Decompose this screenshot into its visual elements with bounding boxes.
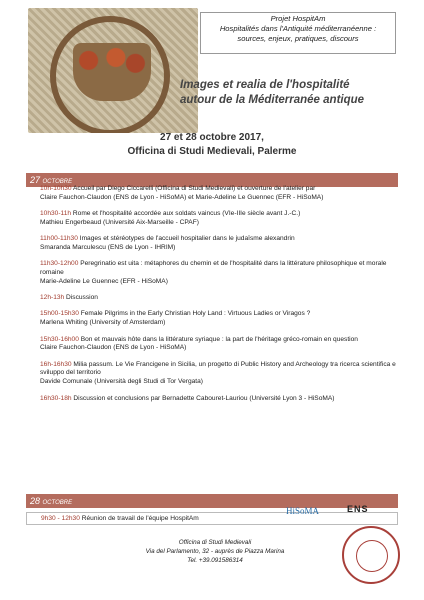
session-item: [40, 235, 398, 253]
session-list: [40, 185, 398, 411]
session-time: 12h-13h: [40, 294, 65, 302]
session-item: [40, 294, 398, 303]
day-2-session: [26, 512, 398, 525]
session-time: 15h30-16h00: [40, 335, 79, 343]
session-item: [40, 395, 398, 404]
project-subtitle-2: sources, enjeux, pratiques, discours: [237, 34, 359, 43]
event-date: [0, 131, 424, 159]
session-time: 15h00-15h30: [40, 310, 79, 318]
session-time: 11h30-12h00: [40, 260, 79, 268]
day-2-header: 28 octobre: [26, 494, 398, 508]
mosaic-image: [28, 8, 198, 133]
date-line: 27 et 28 octobre 2017,: [160, 132, 264, 143]
session-item: [40, 260, 398, 286]
session-time: 10h-10h30: [40, 185, 72, 192]
session-speaker: Davide Comunale (Università degli Studi di Tor Vergata): [40, 378, 203, 386]
session-time: 11h00-11h30: [40, 235, 78, 243]
session-title: Peregrinatio est uita : métaphores du chemin et de l'hospitalité dans la littérature philosophique et morale romaine: [40, 260, 387, 277]
ens-logo: ENS: [347, 504, 369, 514]
day-1-header: 27 octobre: [26, 173, 398, 187]
project-box: [200, 12, 396, 54]
fruit-basket-image: [73, 43, 151, 101]
session-speaker: Claire Fauchon-Claudon (ENS de Lyon - HiSoMA): [40, 344, 187, 352]
session-time: 16h30-18h: [40, 394, 72, 402]
session-title: Réunion de travail de l'équipe HospitAm: [81, 515, 199, 522]
session-title: Discussion: [66, 294, 98, 302]
session-item: [40, 361, 398, 387]
project-subtitle: Hospitalités dans l'Antiquité méditerranéenne :: [219, 24, 377, 33]
session-title: Female Pilgrims in the Early Christian Holy Land : Virtuous Ladies or Viragos ?: [80, 310, 311, 318]
session-title: Accueil par Diego Ciccarelli (Officina di Studi Medievali) et ouverture de l'atelier par: [73, 185, 316, 192]
officina-seal-logo: [342, 526, 400, 584]
venue-address: [145, 538, 285, 565]
session-title: Discussion et conclusions par Bernadette Cabouret-Lauriou (Université Lyon 3 - HiSoMA): [73, 394, 335, 402]
hisoma-logo: HiSoMA: [286, 506, 320, 516]
session-speaker: Marlena Whiting (University of Amsterdam): [40, 319, 166, 327]
venue-street: Via del Parlamento, 32 - auprès de Piazza Marina: [145, 548, 285, 555]
session-item: [40, 336, 398, 354]
session-title: Bon et mauvais hôte dans la littérature syriaque : la part de l'héritage gréco-romain en question: [80, 335, 358, 343]
venue-phone: Tel. +39.091586314: [187, 557, 243, 564]
session-time: 9h30 - 12h30: [41, 515, 80, 522]
session-item: [40, 310, 398, 328]
title-line-2: autour de la Méditerranée antique: [180, 94, 365, 106]
session-title: Milia passum. Le Vie Francigene in Sicilia, un progetto di Public History and Archeology tra ricerca scientifica e sviluppo del territorio: [40, 360, 396, 377]
session-time: 16h-16h30: [40, 360, 72, 368]
project-name: Projet HospitAm: [270, 14, 326, 23]
session-item: [40, 185, 398, 203]
session-speaker: Claire Fauchon-Claudon (ENS de Lyon - HiSoMA) et Marie-Adeline Le Guennec (EFR - HiSoMA): [40, 193, 324, 201]
session-item: [40, 210, 398, 228]
session-title: Images et stéréotypes de l'accueil hospitalier dans le judaïsme alexandrin: [79, 235, 295, 243]
title-line-1: Images et realia de l'hospitalité: [180, 79, 350, 91]
main-title: [180, 78, 420, 108]
venue-name: Officina di Studi Medievali: [178, 539, 252, 546]
venue-line: Officina di Studi Medievali, Palerme: [127, 146, 297, 157]
session-title: Rome et l'hospitalité accordée aux soldats vaincus (VIe-IIIe siècle avant J.-C.): [72, 210, 301, 218]
session-speaker: Smaranda Marculescu (ENS de Lyon - IHRIM): [40, 243, 176, 251]
session-time: 10h30-11h: [40, 210, 72, 218]
session-speaker: Marie-Adeline Le Guennec (EFR - HiSoMA): [40, 277, 168, 285]
session-speaker: Mathieu Engerbeaud (Université Aix-Marseille - CPAF): [40, 218, 199, 226]
